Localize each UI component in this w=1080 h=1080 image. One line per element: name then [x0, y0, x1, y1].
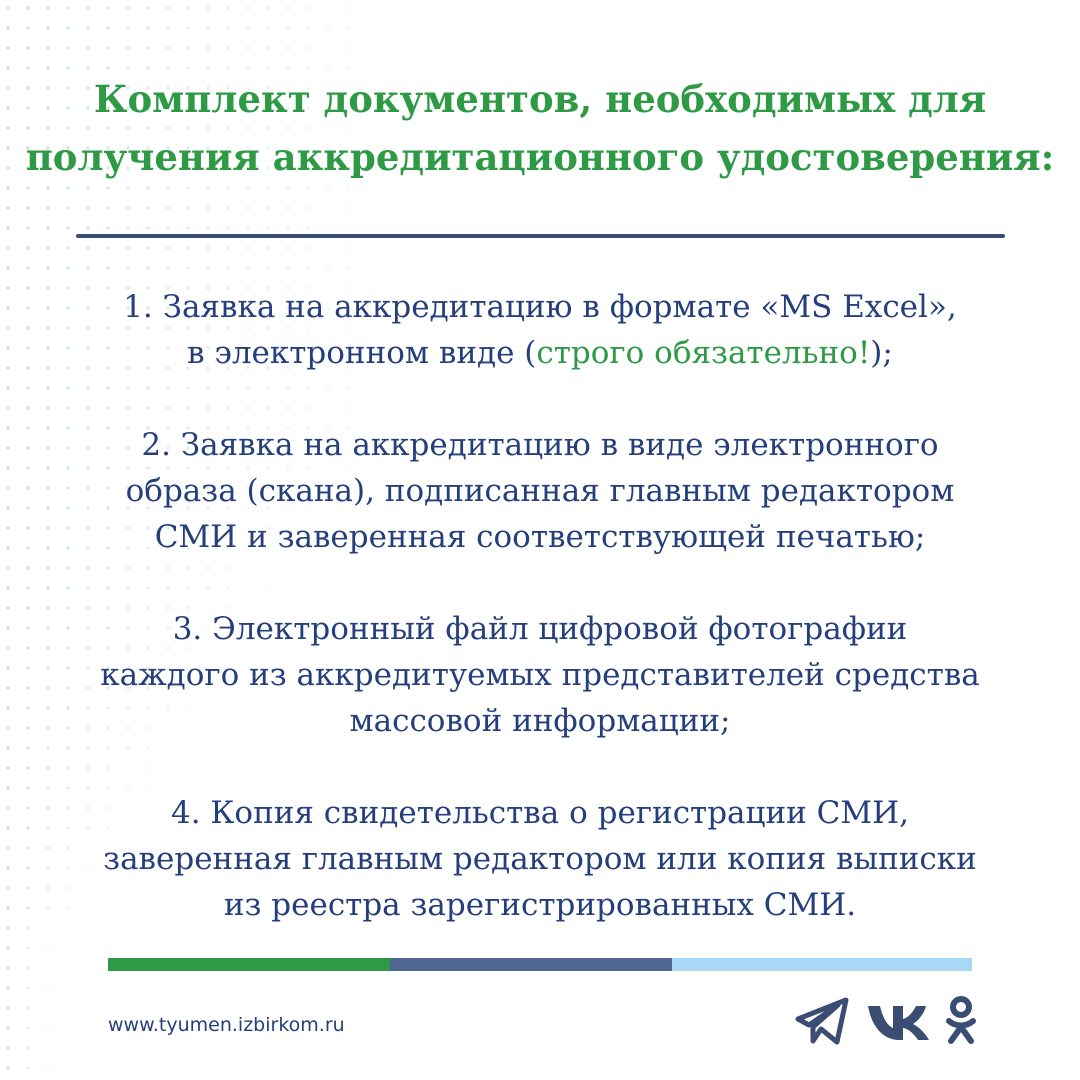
background-dot: [26, 1006, 29, 1009]
background-dot: [366, 46, 369, 49]
background-dot: [6, 946, 9, 949]
background-dot: [326, 206, 329, 209]
background-dot: [246, 6, 249, 9]
background-dot: [366, 206, 369, 209]
background-dot: [6, 506, 9, 509]
background-dot: [266, 206, 269, 209]
background-dot: [306, 186, 309, 189]
background-dot: [146, 226, 149, 229]
background-dot: [6, 46, 9, 49]
background-dot: [106, 6, 109, 9]
background-dot: [66, 186, 69, 189]
background-dot: [86, 186, 89, 189]
background-dot: [26, 226, 29, 229]
background-dot: [366, 266, 369, 269]
telegram-icon[interactable]: [794, 996, 850, 1046]
background-dot: [6, 686, 9, 689]
background-dot: [306, 246, 309, 249]
background-dot: [186, 26, 189, 29]
background-dot: [386, 266, 389, 269]
background-dot: [186, 46, 189, 49]
background-dot: [26, 46, 29, 49]
background-dot: [6, 746, 9, 749]
background-dot: [166, 46, 169, 49]
background-dot: [6, 606, 9, 609]
background-dot: [46, 186, 49, 189]
background-dot: [386, 26, 389, 29]
background-dot: [26, 1046, 29, 1049]
background-dot: [46, 1026, 49, 1029]
background-dot: [286, 6, 289, 9]
background-dot: [386, 46, 389, 49]
background-dot: [346, 6, 349, 9]
background-dot: [106, 186, 109, 189]
background-dot: [106, 226, 109, 229]
background-dot: [46, 226, 49, 229]
background-dot: [106, 246, 109, 249]
background-dot: [386, 186, 389, 189]
background-dot: [6, 466, 9, 469]
background-dot: [146, 206, 149, 209]
background-dot: [266, 186, 269, 189]
background-dot: [46, 1046, 49, 1049]
list-item-line: 4. Копия свидетельства о регистрации СМИ,: [170, 795, 909, 831]
background-dot: [6, 366, 9, 369]
background-dot: [366, 186, 369, 189]
background-dot: [6, 626, 9, 629]
list-item-line: СМИ и заверенная соответствующей печатью;: [154, 519, 926, 555]
background-dot: [6, 246, 9, 249]
background-dot: [226, 246, 229, 249]
list-item: [30, 790, 1050, 928]
background-dot: [386, 6, 389, 9]
background-dot: [86, 206, 89, 209]
background-dot: [6, 226, 9, 229]
background-dot: [6, 726, 9, 729]
background-dot: [126, 226, 129, 229]
background-dot: [146, 26, 149, 29]
background-dot: [306, 46, 309, 49]
background-dot: [326, 246, 329, 249]
list-item-line: из реестра зарегистрированных СМИ.: [223, 887, 857, 923]
background-dot: [306, 266, 309, 269]
background-dot: [86, 26, 89, 29]
footer-bar-light-blue: [672, 958, 972, 971]
background-dot: [106, 26, 109, 29]
background-dot: [66, 26, 69, 29]
background-dot: [286, 266, 289, 269]
background-dot: [126, 206, 129, 209]
background-dot: [66, 206, 69, 209]
background-dot: [226, 186, 229, 189]
background-dot: [26, 1026, 29, 1029]
background-dot: [186, 226, 189, 229]
background-dot: [246, 246, 249, 249]
background-dot: [186, 206, 189, 209]
background-dot: [286, 206, 289, 209]
background-dot: [186, 6, 189, 9]
background-dot: [386, 206, 389, 209]
background-dot: [46, 6, 49, 9]
list-item-line: 2. Заявка на аккредитацию в виде электронного: [141, 427, 939, 463]
background-dot: [6, 586, 9, 589]
background-dot: [6, 766, 9, 769]
list-item-line: образа (скана), подписанная главным редактором: [125, 473, 955, 509]
background-dot: [6, 806, 9, 809]
list-item: [30, 606, 1050, 744]
background-dot: [6, 926, 9, 929]
background-dot: [346, 186, 349, 189]
background-dot: [66, 266, 69, 269]
background-dot: [366, 226, 369, 229]
background-dot: [6, 566, 9, 569]
background-dot: [6, 286, 9, 289]
background-dot: [6, 1066, 9, 1069]
mandatory-highlight: строго обязательно!: [536, 335, 871, 371]
background-dot: [6, 26, 9, 29]
background-dot: [6, 1006, 9, 1009]
list-item: [30, 422, 1050, 560]
background-dot: [6, 266, 9, 269]
background-dot: [226, 226, 229, 229]
background-dot: [26, 986, 29, 989]
background-dot: [226, 26, 229, 29]
background-dot: [206, 226, 209, 229]
background-dot: [126, 186, 129, 189]
background-dot: [26, 26, 29, 29]
background-dot: [146, 46, 149, 49]
background-dot: [106, 206, 109, 209]
background-dot: [6, 186, 9, 189]
background-dot: [386, 246, 389, 249]
list-item-line: [30, 330, 1050, 376]
background-dot: [6, 206, 9, 209]
background-dot: [6, 866, 9, 869]
background-dot: [346, 226, 349, 229]
background-dot: [86, 46, 89, 49]
background-dot: [6, 666, 9, 669]
background-dot: [66, 6, 69, 9]
background-dot: [206, 186, 209, 189]
background-dot: [6, 406, 9, 409]
background-dot: [86, 226, 89, 229]
background-dot: [126, 46, 129, 49]
background-dot: [66, 226, 69, 229]
background-dot: [226, 46, 229, 49]
background-dot: [126, 266, 129, 269]
background-dot: [346, 46, 349, 49]
footer-bar-green: [108, 958, 390, 971]
background-dot: [366, 246, 369, 249]
background-dot: [66, 46, 69, 49]
list-item-text: в электронном виде (: [187, 335, 537, 371]
background-dot: [46, 246, 49, 249]
background-dot: [326, 186, 329, 189]
title-line: получения аккредитационного удостоверения:: [25, 135, 1055, 179]
background-dot: [166, 226, 169, 229]
background-dot: [46, 1006, 49, 1009]
background-dot: [306, 6, 309, 9]
background-dot: [346, 266, 349, 269]
list-item-line: 1. Заявка на аккредитацию в формате «MS Excel»,: [123, 289, 957, 325]
background-dot: [86, 266, 89, 269]
page-title: [0, 70, 1080, 186]
background-dot: [46, 46, 49, 49]
background-dot: [286, 186, 289, 189]
background-dot: [46, 26, 49, 29]
background-dot: [206, 266, 209, 269]
background-dot: [166, 266, 169, 269]
background-dot: [166, 206, 169, 209]
background-dot: [206, 26, 209, 29]
documents-list: [30, 284, 1050, 974]
background-dot: [146, 6, 149, 9]
background-dot: [366, 6, 369, 9]
background-dot: [6, 1046, 9, 1049]
background-dot: [226, 206, 229, 209]
background-dot: [106, 266, 109, 269]
background-dot: [246, 206, 249, 209]
background-dot: [6, 446, 9, 449]
background-dot: [6, 546, 9, 549]
background-dot: [46, 986, 49, 989]
list-item-text: );: [870, 335, 893, 371]
background-dot: [326, 46, 329, 49]
list-item-line: каждого из аккредитуемых представителей средства: [100, 657, 980, 693]
background-dot: [186, 246, 189, 249]
background-dot: [146, 186, 149, 189]
list-item-line: массовой информации;: [349, 703, 731, 739]
list-item-line: заверенная главным редактором или копия выписки: [103, 841, 977, 877]
background-dot: [266, 226, 269, 229]
background-dot: [326, 26, 329, 29]
background-dot: [26, 1066, 29, 1069]
background-dot: [266, 6, 269, 9]
background-dot: [46, 206, 49, 209]
background-dot: [6, 426, 9, 429]
background-dot: [166, 26, 169, 29]
background-dot: [246, 46, 249, 49]
background-dot: [206, 206, 209, 209]
background-dot: [26, 206, 29, 209]
background-dot: [6, 486, 9, 489]
background-dot: [126, 6, 129, 9]
background-dot: [106, 46, 109, 49]
background-dot: [246, 266, 249, 269]
background-dot: [286, 246, 289, 249]
title-line: Комплект документов, необходимых для: [93, 77, 987, 121]
odnoklassniki-icon[interactable]: [944, 996, 978, 1046]
background-dot: [246, 26, 249, 29]
background-dot: [6, 826, 9, 829]
background-dot: [306, 206, 309, 209]
background-dot: [206, 6, 209, 9]
background-dot: [286, 46, 289, 49]
background-dot: [206, 246, 209, 249]
background-dot: [6, 986, 9, 989]
background-dot: [66, 246, 69, 249]
background-dot: [6, 906, 9, 909]
background-dot: [6, 526, 9, 529]
background-dot: [46, 1066, 49, 1069]
background-dot: [6, 1026, 9, 1029]
background-dot: [206, 46, 209, 49]
background-dot: [326, 266, 329, 269]
background-dot: [6, 646, 9, 649]
background-dot: [6, 386, 9, 389]
background-dot: [266, 266, 269, 269]
background-dot: [346, 206, 349, 209]
background-dot: [186, 186, 189, 189]
list-item: [30, 284, 1050, 376]
background-dot: [266, 46, 269, 49]
background-dot: [26, 6, 29, 9]
website-link[interactable]: www.tyumen.izbirkom.ru: [108, 1014, 345, 1036]
background-dot: [26, 246, 29, 249]
background-dot: [186, 266, 189, 269]
background-dot: [46, 266, 49, 269]
background-dot: [226, 6, 229, 9]
background-dot: [266, 246, 269, 249]
background-dot: [86, 246, 89, 249]
background-dot: [6, 786, 9, 789]
background-dot: [246, 186, 249, 189]
background-dot: [166, 6, 169, 9]
background-dot: [146, 266, 149, 269]
background-dot: [86, 6, 89, 9]
background-dot: [6, 326, 9, 329]
title-divider: [76, 234, 1005, 238]
background-dot: [226, 266, 229, 269]
background-dot: [6, 346, 9, 349]
background-dot: [326, 226, 329, 229]
background-dot: [286, 226, 289, 229]
background-dot: [286, 26, 289, 29]
background-dot: [26, 186, 29, 189]
background-dot: [306, 226, 309, 229]
background-dot: [6, 966, 9, 969]
background-dot: [146, 246, 149, 249]
background-dot: [6, 306, 9, 309]
background-dot: [306, 26, 309, 29]
background-dot: [6, 846, 9, 849]
background-dot: [346, 246, 349, 249]
background-dot: [6, 886, 9, 889]
background-dot: [246, 226, 249, 229]
background-dot: [266, 26, 269, 29]
background-dot: [166, 186, 169, 189]
footer-bar-navy: [390, 958, 672, 971]
background-dot: [6, 706, 9, 709]
vk-icon[interactable]: [866, 996, 932, 1046]
background-dot: [346, 26, 349, 29]
background-dot: [26, 266, 29, 269]
background-dot: [366, 26, 369, 29]
background-dot: [126, 26, 129, 29]
background-dot: [386, 226, 389, 229]
background-dot: [126, 246, 129, 249]
list-item-line: 3. Электронный файл цифровой фотографии: [172, 611, 908, 647]
background-dot: [166, 246, 169, 249]
background-dot: [6, 6, 9, 9]
background-dot: [326, 6, 329, 9]
